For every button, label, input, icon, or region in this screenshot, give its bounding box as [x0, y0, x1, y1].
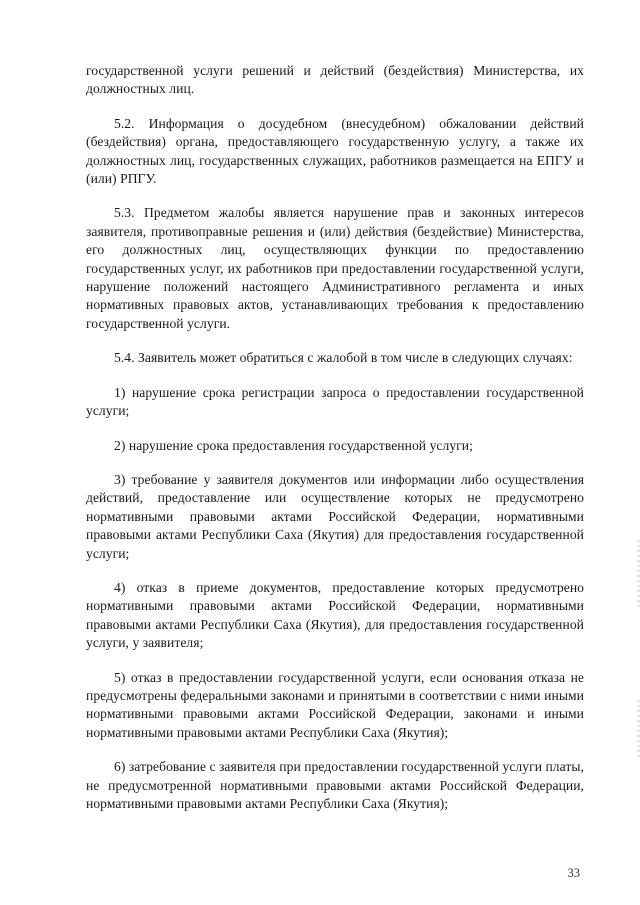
- page-number: 33: [567, 866, 580, 880]
- list-item-5: 5) отказ в предоставлении государственной услуги, если основания отказа не предусмотрены федеральными законами и принятыми в соответствии с ними иными нормативными правовыми актами Российской Федерации, законами и иными нормативными правовыми актами Республики Саха (Якутия);: [86, 669, 584, 740]
- document-body: [86, 62, 584, 829]
- paragraph-5-2: 5.2. Информация о досудебном (внесудебном) обжаловании действий (бездействия) органа, предоставляющего государственную услугу, а также их должностных лиц, государственных служащих, работников размещается на ЕПГУ и (или) РПГУ.: [86, 115, 584, 187]
- list-item-3: 3) требование у заявителя документов или информации либо осуществления действий, предоставление или осуществление которых не предусмотрено нормативными правовыми актами Российской Федерации, нормативными правовыми актами Республики Саха (Якутия) для предоставления государственной услуги;: [86, 471, 584, 561]
- paragraph-5-3: 5.3. Предметом жалобы является нарушение прав и законных интересов заявителя, противоправные решения и (или) действия (бездействие) Министерства, его должностных лиц, осуществляющих функции по предоставлению государственных услуг, их работников при предоставлении государственной услуги, нарушение положений настоящего Административного регламента и иных нормативных правовых актов, устанавливающих требования к предоставлению государственной услуги.: [86, 205, 584, 331]
- list-item-1: 1) нарушение срока регистрации запроса о предоставлении государственной услуги;: [86, 384, 584, 419]
- list-item-4: 4) отказ в приеме документов, предоставление которых предусмотрено нормативными правовыми актами Российской Федерации, нормативными правовыми актами Республики Саха (Якутия), для предоставления государственной услуги, у заявителя;: [86, 579, 584, 651]
- paragraph-continuation: государственной услуги решений и действий (бездействия) Министерства, их должностных лиц.: [86, 63, 584, 97]
- list-item-6: 6) затребование с заявителя при предоставлении государственной услуги платы, не предусмотренной нормативными правовыми актами Российской Федерации, нормативными правовыми актами Республики Саха (Якутия);: [86, 759, 584, 811]
- list-item-2: 2) нарушение срока предоставления государственной услуги;: [114, 437, 473, 453]
- paragraph-5-4: 5.4. Заявитель может обратиться с жалобой в том числе в следующих случаях:: [114, 350, 573, 366]
